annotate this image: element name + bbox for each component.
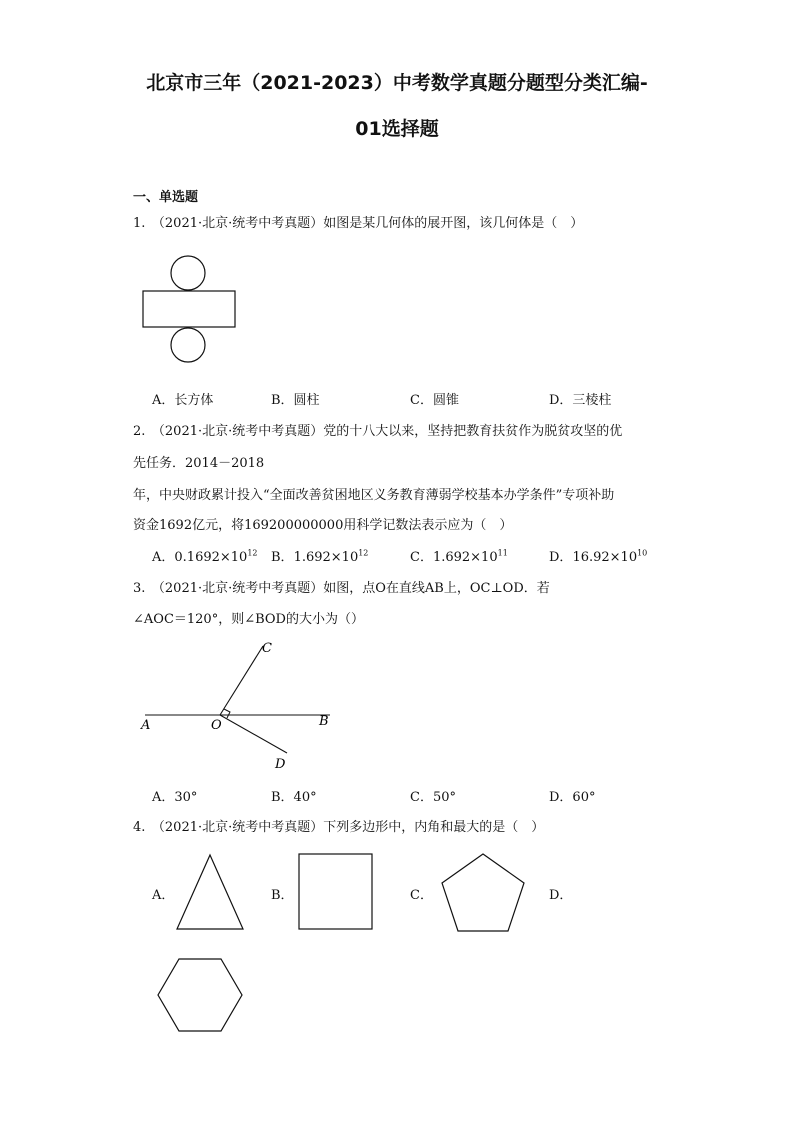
q4-option-b-label: B． <box>271 888 294 903</box>
q3-option-a: A．30° <box>152 790 198 805</box>
q2-option-c-base: 1.692×10 <box>432 550 498 565</box>
q3-label-d: D <box>275 757 286 772</box>
q2-line4: 资金1692亿元，将169200000000用科学记数法表示应为（ ） <box>133 518 513 533</box>
q3-ray-od <box>220 715 287 753</box>
q3-label-a: A <box>141 718 151 733</box>
q3-option-b: B．40° <box>271 790 317 805</box>
q4-pentagon-shape <box>440 852 526 934</box>
q1-option-d: D．三棱柱 <box>549 393 612 408</box>
q2-option-d-base: 16.92×10 <box>572 550 638 565</box>
q1-net-figure <box>140 255 240 365</box>
q3-label-b: B <box>319 714 329 729</box>
q2-line3: 年，中央财政累计投入“全面改善贫困地区义务教育薄弱学校基本办学条件”专项补助 <box>133 488 615 503</box>
q2-option-c-label: C． <box>410 550 433 565</box>
q2-option-d-label: D． <box>549 550 573 565</box>
q3-label-o: O <box>211 718 222 733</box>
q1-option-b: B．圆柱 <box>271 393 320 408</box>
q2-option-a-label: A． <box>152 550 175 565</box>
q3-right-angle-mark <box>224 709 230 718</box>
q2-line2: 先任务．2014－2018 <box>133 456 265 471</box>
q2-option-d <box>549 546 647 565</box>
doc-title-line1: 北京市三年（2021-2023）中考数学真题分题型分类汇编- <box>146 72 648 94</box>
q4-hexagon-shape <box>155 957 245 1033</box>
q2-option-b-label: B． <box>271 550 294 565</box>
q3-angle-figure <box>135 635 345 775</box>
q1-rectangle <box>143 291 235 327</box>
q2-option-a-exp: 12 <box>247 548 258 558</box>
q3-ray-oc <box>220 646 263 715</box>
q2-option-b-base: 1.692×10 <box>293 550 359 565</box>
q2-option-d-exp: 10 <box>637 548 648 558</box>
q4-square-shape <box>298 853 374 931</box>
q4-option-d-label: D． <box>549 888 573 903</box>
q4-stem: 4. （2021·北京·统考中考真题）下列多边形中，内角和最大的是（ ） <box>133 820 545 835</box>
q1-option-c: C．圆锥 <box>410 393 459 408</box>
q3-option-c: C．50° <box>410 790 456 805</box>
q3-option-d: D．60° <box>549 790 596 805</box>
q1-option-a: A．长方体 <box>152 393 214 408</box>
q4-option-a-label: A． <box>152 888 175 903</box>
q1-stem: 1. （2021·北京·统考中考真题）如图是某几何体的展开图，该几何体是（ ） <box>133 216 584 231</box>
q2-option-b <box>271 546 368 565</box>
q2-option-a-base: 0.1692×10 <box>174 550 248 565</box>
q4-option-c-label: C． <box>410 888 433 903</box>
q2-line1: 2. （2021·北京·统考中考真题）党的十八大以来，坚持把教育扶贫作为脱贫攻坚的优 <box>133 424 623 439</box>
q1-bottom-circle <box>171 328 205 362</box>
q1-top-circle <box>171 256 205 290</box>
q3-line2: ∠AOC＝120°，则∠BOD的大小为（） <box>133 612 364 627</box>
doc-title-line2: 01选择题 <box>355 118 439 140</box>
q2-option-c-exp: 11 <box>497 548 508 558</box>
section-heading: 一、单选题 <box>133 190 199 205</box>
q2-option-c <box>410 546 508 565</box>
q3-label-c: C <box>262 641 272 656</box>
q2-option-b-exp: 12 <box>358 548 369 558</box>
q2-option-a <box>152 546 258 565</box>
q3-line1: 3. （2021·北京·统考中考真题）如图，点O在直线AB上，OC⊥OD．若 <box>133 581 550 596</box>
q4-triangle-shape <box>175 852 245 932</box>
